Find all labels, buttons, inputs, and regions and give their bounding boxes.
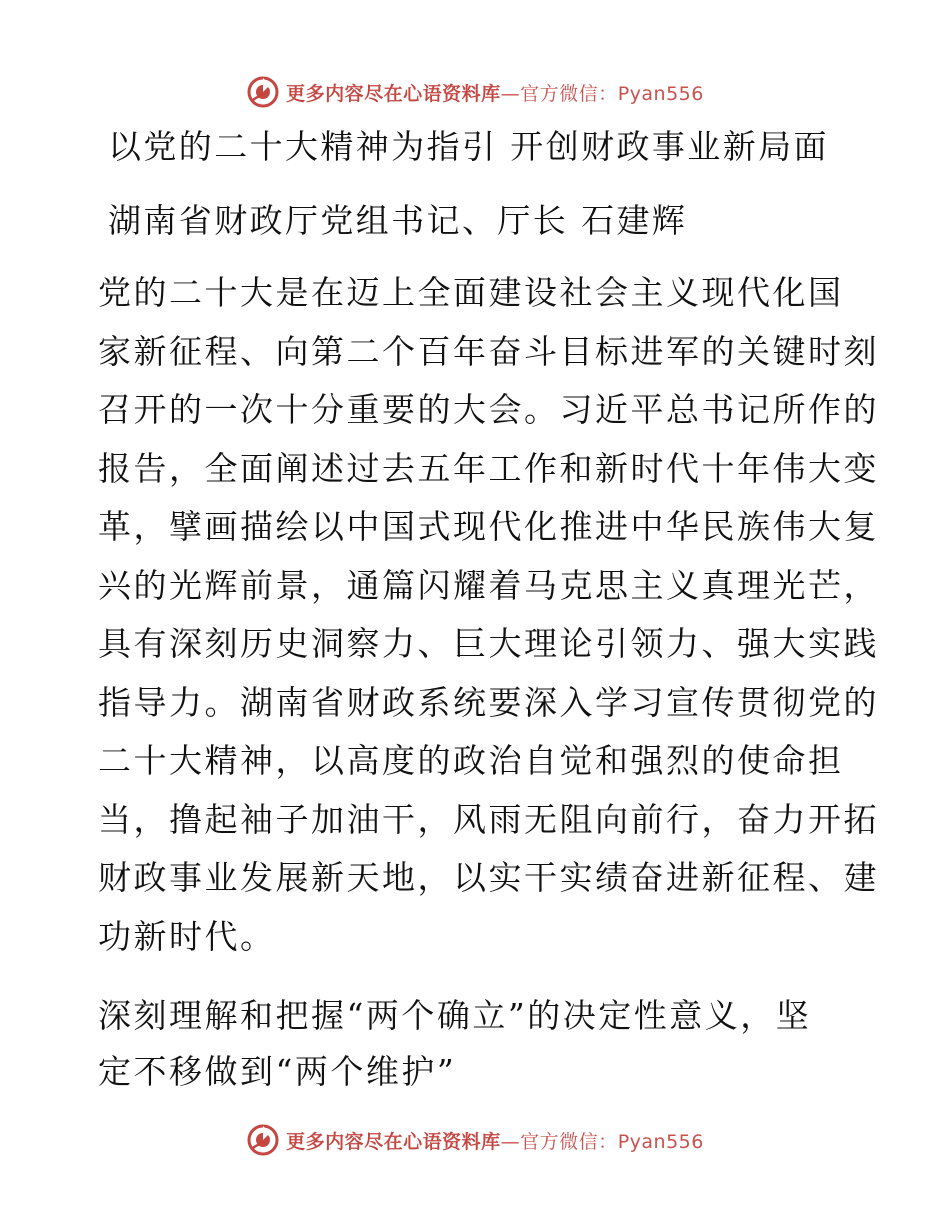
section-heading (98, 988, 858, 1100)
paragraph-line: 功新时代。 (98, 916, 276, 956)
paragraph-line: 家新征程、向第二个百年奋斗目标进军的关键时刻 (98, 331, 879, 371)
watermark-separator: — (500, 1130, 521, 1153)
intro-paragraph (98, 264, 879, 966)
paragraph-line: 具有深刻历史洞察力、巨大理论引领力、强大实践 (98, 624, 879, 663)
section-heading-line: 定不移做到“两个维护” (98, 1052, 457, 1091)
paragraph-line: 革，擘画描绘以中国式现代化推进中华民族伟大复 (98, 507, 879, 546)
watermark-contact-label: 官方微信： (520, 1130, 618, 1153)
document-body (98, 118, 879, 1100)
paragraph-line: 兴的光辉前景，通篇闪耀着马克思主义真理光芒， (98, 565, 879, 605)
paragraph-line: 召开的一次十分重要的大会。习近平总书记所作的 (98, 390, 879, 429)
watermark-header (0, 72, 950, 112)
brand-logo-icon (246, 75, 280, 109)
brand-logo-icon (246, 1123, 280, 1157)
watermark-brand: 更多内容尽在心语资料库 (286, 82, 501, 105)
document-title: 以党的二十大精神为指引 开创财政事业新局面 (108, 127, 829, 166)
paragraph-line: 二十大精神，以高度的政治自觉和强烈的使命担 (98, 741, 844, 780)
watermark-text (286, 1127, 704, 1154)
paragraph-line: 报告，全面阐述过去五年工作和新时代十年伟大变 (98, 448, 879, 488)
watermark-text (286, 79, 704, 106)
watermark-contact-label: 官方微信： (520, 82, 618, 105)
watermark-brand: 更多内容尽在心语资料库 (286, 1130, 501, 1153)
paragraph-line: 党的二十大是在迈上全面建设社会主义现代化国 (98, 273, 844, 312)
watermark-footer (0, 1120, 950, 1160)
watermark-contact-id: Pyan556 (617, 1130, 704, 1153)
watermark-contact-id: Pyan556 (617, 82, 704, 105)
paragraph-line: 指导力。湖南省财政系统要深入学习宣传贯彻党的 (98, 682, 879, 722)
paragraph-line: 财政事业发展新天地，以实干实绩奋进新征程、建 (98, 858, 879, 897)
watermark-separator: — (500, 82, 521, 105)
section-heading-line: 深刻理解和把握“两个确立”的决定性意义，坚 (98, 996, 812, 1035)
document-author: 湖南省财政厅党组书记、厅长 石建辉 (108, 201, 688, 240)
paragraph-line: 当，撸起袖子加油干，风雨无阻向前行，奋力开拓 (98, 799, 879, 839)
